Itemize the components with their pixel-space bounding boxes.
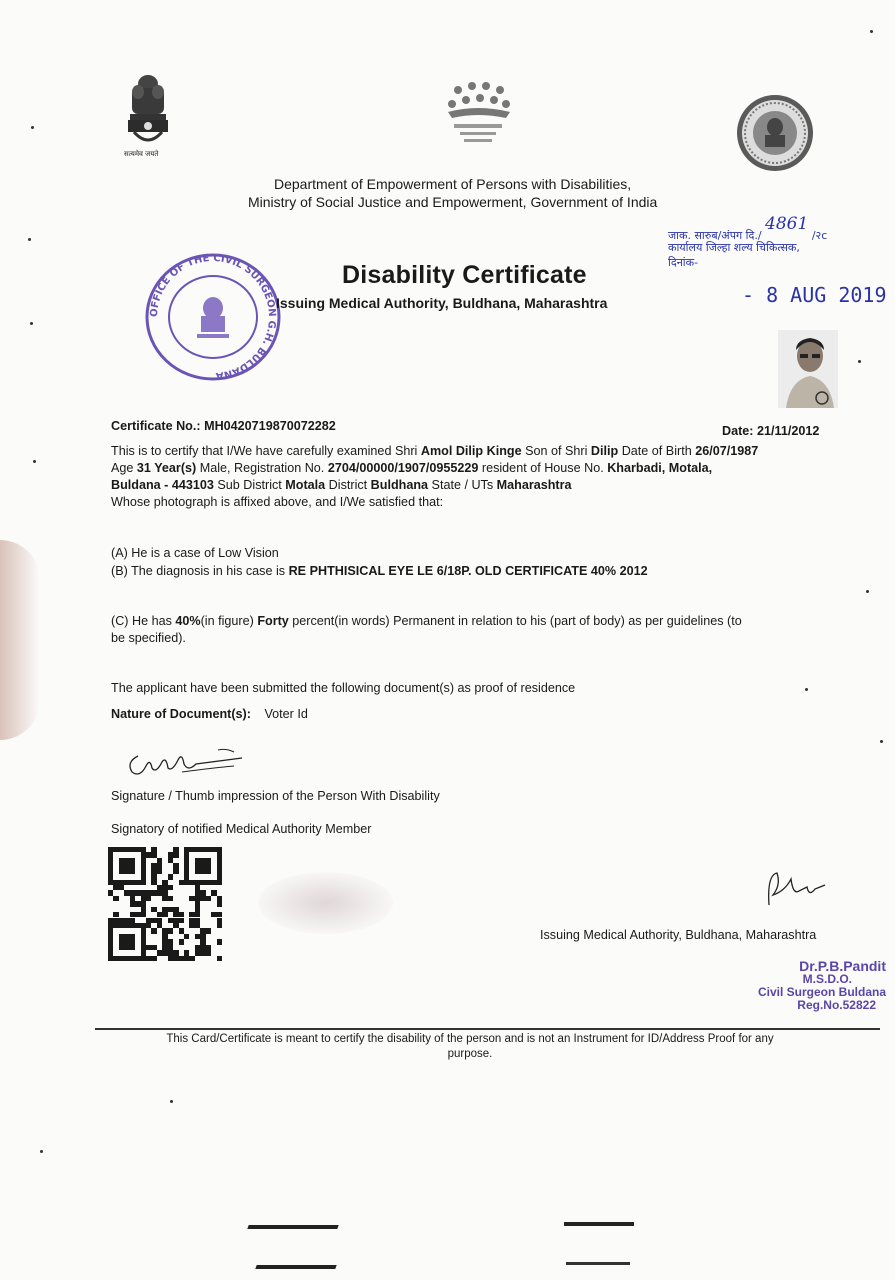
certificate-authority-subtitle: Issuing Medical Authority, Buldhana, Maharashtra [276,295,608,311]
house-address: Kharbadi, Motala, [607,461,713,475]
body-text: Son of Shri [521,444,591,458]
certificate-number: MH0420719870072282 [204,419,336,433]
applicant-photograph [778,330,838,408]
date-of-birth: 26/07/1987 [695,444,759,458]
address-pincode: Buldana - 443103 [111,478,214,492]
office-inward-stamp [668,214,883,270]
clause-c-text: (in figure) [200,614,258,628]
round-seal-icon [142,250,284,385]
clause-c [111,613,851,647]
body-text: Male, Registration No. [196,461,328,475]
issuing-authority-footer: Issuing Medical Authority, Buldhana, Maharashtra [540,928,817,942]
scan-speck [866,590,869,593]
certificate-date-line [722,423,819,440]
scan-speck [870,30,873,33]
state-seal-icon [735,93,815,173]
doctor-name-stamp [736,960,886,1012]
scan-speck [33,460,36,463]
father-name: Dilip [590,444,619,458]
photo-affixed-statement: Whose photograph is affixed above, and I/We satisfied that: [111,495,444,509]
scan-speck [40,1150,43,1153]
doctor-name: Dr.P.B.Pandit [799,958,886,974]
faint-stamp-impression [258,872,393,934]
seal-ring-text: OFFICE OF THE CIVIL SURGEON G.H. BULDANA [148,252,278,382]
scan-speck [30,322,33,325]
certificate-title: Disability Certificate [342,261,587,289]
clause-a-text: He is a case of Low Vision [127,546,279,560]
registration-number: 2704/00000/1907/0955229 [327,461,479,475]
civil-surgeon-seal [142,250,284,385]
residence-proof-statement: The applicant have been submitted the following document(s) as proof of residence [111,681,576,695]
header-department: Department of Empowerment of Persons with Disabilities, [274,176,632,192]
disability-percent-words: Forty [257,614,289,628]
applicant-age: 31 Year(s) [136,461,197,475]
national-emblem [118,70,178,162]
scan-speck [28,238,31,241]
certificate-number-label: Certificate No.: [111,419,201,433]
body-text: Age [111,461,137,475]
office-date-stamp: - 8 AUG 2019 [742,283,887,307]
footer-disclaimer [120,1032,820,1062]
signatory-caption: Signatory of notified Medical Authority Member [111,822,372,836]
office-date-label: दिनांक- [668,256,699,269]
clause-c-text: be specified). [111,631,186,645]
scan-speck [880,740,883,743]
certificate-date: 21/11/2012 [757,424,820,438]
sub-district: Motala [285,478,326,492]
document-label: Nature of Document(s): [111,707,251,721]
scan-bottom-mark [247,1225,338,1229]
people-emblem-icon [438,78,518,150]
clause-a [111,545,279,562]
diagnosis: RE PHTHISICAL EYE LE 6/18P. OLD CERTIFICATE 40% 2012 [288,564,648,578]
disability-percent-figure: 40% [175,614,201,628]
department-logo [438,78,518,150]
inward-number-suffix: /२c [811,229,828,242]
clause-b-label: (B) [111,564,128,578]
person-photo-icon [778,330,838,408]
handwritten-signature-icon [755,865,835,915]
clause-c-text: He has [128,614,176,628]
scan-bottom-mark [255,1265,336,1269]
applicant-signature-caption: Signature / Thumb impression of the Person With Disability [111,789,440,803]
body-text: District [325,478,371,492]
applicant-name: Amol Dilip Kinge [420,444,522,458]
clause-c-label: (C) [111,614,129,628]
certificate-date-label: Date: [722,424,754,438]
state: Maharashtra [496,478,572,492]
footer-line-1: This Card/Certificate is meant to certify the disability of the person and is not an Instrument for ID/Address Proof for any [166,1033,774,1045]
state-seal [735,93,815,173]
clause-b-text: The diagnosis in his case is [127,564,289,578]
certificate-number-line [111,418,336,435]
residence-document-line [111,706,308,723]
scan-edge-shadow [0,540,40,740]
footer-divider [95,1028,880,1030]
certification-paragraph [111,443,851,511]
header-ministry: Ministry of Social Justice and Empowerment, Government of India [248,194,658,210]
body-text: This is to certify that I/We have carefully examined Shri [111,444,421,458]
emblem-motto: सत्यमेव जयते [124,150,159,158]
doctor-degree: M.S.D.O. [802,972,852,986]
clause-c-text: percent(in words) Permanent in relation to his (part of body) as per guidelines (to [288,614,742,628]
scan-speck [170,1100,173,1103]
document-value: Voter Id [264,707,308,721]
scan-speck [858,360,861,363]
inward-number-prefix: जाक. सारुब/अंपग दि./ [668,229,762,242]
district: Buldhana [370,478,429,492]
body-text: State / UTs [428,478,497,492]
office-name-line: कार्यालय जिल्हा शल्य चिकित्सक, [668,241,800,254]
lion-capital-icon [118,70,178,150]
inward-number-handwritten: 4861 [765,214,809,234]
doctor-registration: Reg.No.52822 [797,998,876,1012]
handwritten-signature-icon [122,742,252,782]
scan-bottom-mark [566,1262,630,1265]
clause-a-label: (A) [111,546,128,560]
scan-speck [31,126,34,129]
footer-line-2: purpose. [447,1048,493,1060]
qr-code [108,847,222,961]
scan-bottom-mark [564,1222,634,1226]
medical-officer-signature [755,865,835,915]
body-text: Date of Birth [618,444,696,458]
clause-b [111,563,648,580]
body-text: resident of House No. [478,461,608,475]
scan-speck [805,688,808,691]
doctor-post: Civil Surgeon Buldana [757,985,886,999]
applicant-signature [122,742,252,782]
body-text: Sub District [213,478,286,492]
